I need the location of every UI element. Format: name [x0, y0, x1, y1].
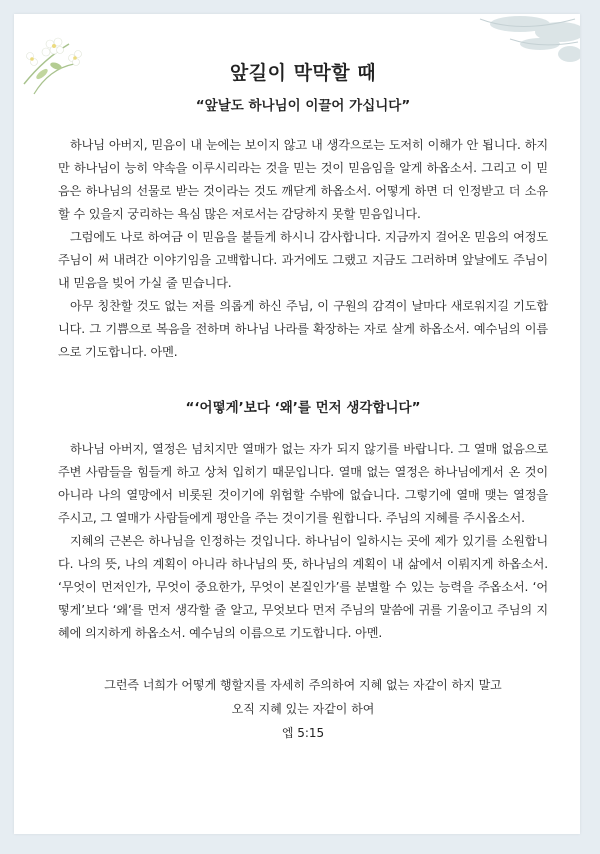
section2-heading: “‘어떻게’보다 ‘왜’를 먼저 생각합니다”	[185, 400, 421, 416]
section2-body	[58, 438, 548, 645]
page	[14, 14, 580, 834]
page-title: 앞길이 막막할 때	[229, 62, 377, 84]
section1-paragraph: 그럼에도 나로 하여금 이 믿음을 붙들게 하시니 감사합니다. 지금까지 걸어온 믿음의 여정도 주님이 써 내려간 이야기임을 고백합니다. 과거에도 그랬고 지금도 그러하며 앞날에도 주님이 내 믿음을 빚어 가실 줄 믿습니다.	[58, 230, 548, 290]
verse-line: 오직 지혜 있는 자같이 하여	[231, 702, 375, 716]
prayer-content	[58, 58, 548, 745]
bible-verse	[58, 673, 548, 721]
section2-paragraph: 지혜의 근본은 하나님을 인정하는 것입니다. 하나님이 일하시는 곳에 제가 있기를 소원합니다. 나의 뜻, 나의 계획이 아니라 하나님의 뜻, 하나님의 계획이 내 삶에서 이뤄지게 하옵소서. ‘무엇이 먼저인가, 무엇이 중요한가, 무엇이 본질인가’를 분별할 수 있는 능력을 주옵소서. ‘어떻게’보다 ‘왜’를 먼저 생각할 줄 알고, 무엇보다 먼저 주님의 말씀에 귀를 기울이고 주님의 지혜에 의지하게 하옵소서. 예수님의 이름으로 기도합니다. 아멘.	[58, 534, 548, 640]
section2-paragraph: 하나님 아버지, 열정은 넘치지만 열매가 없는 자가 되지 않기를 바랍니다. 그 열매 없음으로 주변 사람들을 힘들게 하고 상처 입히기 때문입니다. 열매 없는 열정은 하나님에게서 온 것이 아니라 나의 열망에서 비롯된 것이기에 위험할 수밖에 없습니다. 그렇기에 열매 맺는 열정을 주시고, 그 열매가 사람들에게 평안을 주는 것이기를 원합니다. 주님의 지혜를 주시옵소서.	[58, 442, 548, 525]
section1-heading: “앞날도 하나님이 이끌어 가십니다”	[195, 98, 411, 114]
verse-line: 그런즉 너희가 어떻게 행할지를 자세히 주의하여 지혜 없는 자같이 하지 말고	[104, 678, 502, 692]
section1-body	[58, 134, 548, 364]
section1-paragraph: 하나님 아버지, 믿음이 내 눈에는 보이지 않고 내 생각으로는 도저히 이해가 안 됩니다. 하지만 하나님이 능히 약속을 이루시리라는 것을 믿는 것이 믿음임을 알게 하옵소서. 그리고 이 믿음은 하나님의 선물로 받는 것이라는 것도 깨닫게 하옵소서. 어떻게 하면 더 인정받고 더 소유할 수 있을지 궁리하는 욕심 많은 저로서는 감당하지 못할 믿음입니다.	[58, 138, 548, 221]
verse-reference: 엡 5:15	[281, 726, 325, 740]
section1-paragraph: 아무 칭찬할 것도 없는 저를 의롭게 하신 주님, 이 구원의 감격이 날마다 새로워지길 기도합니다. 그 기쁨으로 복음을 전하며 하나님 나라를 확장하는 자로 살게 하옵소서. 예수님의 이름으로 기도합니다. 아멘.	[58, 299, 548, 359]
